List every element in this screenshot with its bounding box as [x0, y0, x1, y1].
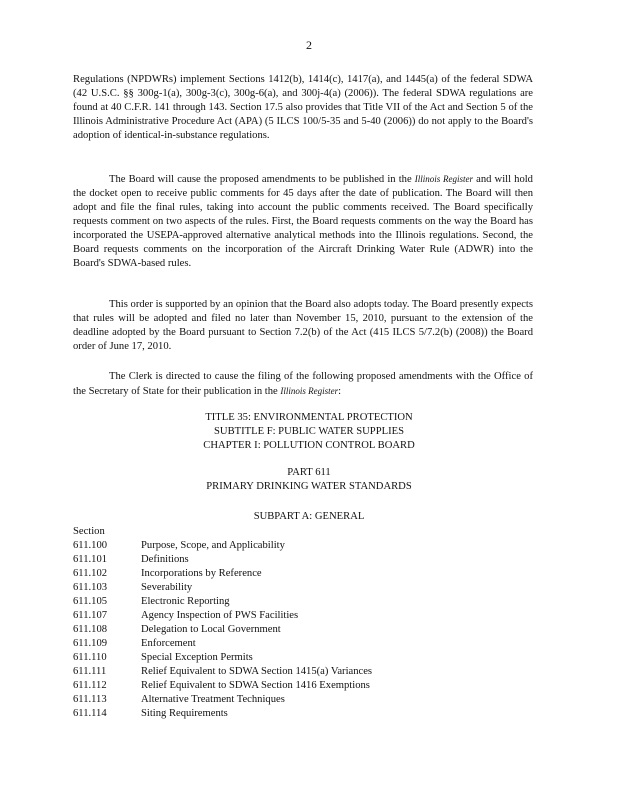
- section-number: 611.103: [73, 582, 108, 593]
- section-label: Section: [73, 526, 105, 537]
- section-title: Relief Equivalent to SDWA Section 1415(a) Variances: [141, 666, 373, 677]
- section-list-item: [73, 693, 533, 707]
- illinois-register-italic: Illinois Register: [414, 174, 473, 184]
- section-number: 611.111: [73, 666, 107, 677]
- section-number: 611.109: [73, 638, 108, 649]
- section-list-item: [73, 637, 533, 651]
- section-list-item: [73, 623, 533, 637]
- section-title: Incorporations by Reference: [141, 568, 262, 579]
- section-number: 611.101: [73, 554, 108, 565]
- section-number: 611.112: [73, 680, 107, 691]
- section-number: 611.100: [73, 540, 108, 551]
- section-title: Relief Equivalent to SDWA Section 1416 Exemptions: [141, 680, 370, 691]
- section-list-item: [73, 539, 533, 553]
- section-number: 611.102: [73, 568, 108, 579]
- section-number: 611.108: [73, 624, 108, 635]
- paragraph-clerk-text-2: :: [338, 386, 342, 397]
- section-number: 611.113: [73, 694, 107, 705]
- section-list-item: [73, 651, 533, 665]
- paragraph-publication: [73, 172, 533, 271]
- part-name-heading: PRIMARY DRINKING WATER STANDARDS: [206, 481, 412, 492]
- section-list-item: [73, 581, 533, 595]
- chapter-heading: CHAPTER I: POLLUTION CONTROL BOARD: [203, 440, 415, 451]
- section-list-item: [73, 567, 533, 581]
- part-heading: PART 611: [287, 467, 331, 478]
- paragraph-publication-text-1: The Board will cause the proposed amendments to be published in the: [109, 174, 415, 185]
- section-number: 611.105: [73, 596, 108, 607]
- paragraph-publication-text-2: and will hold the docket open to receive public comments for 45 days after the date of publication. The Board will then adopt and file the final rules, taking into account the public comments received. The Board specifically requests comment on two aspects of the rules. First, the Board requests comments on the way the Board has incorporated the USEPA-approved alternative analytical methods into the Illinois regulations. Second, the Board requests comments on the incorporation of the Aircraft Drinking Water Rule (ADWR) into the Board's SDWA-based rules.: [73, 174, 533, 269]
- section-title: Special Exception Permits: [141, 652, 253, 663]
- section-list-item: [73, 679, 533, 693]
- section-number: 611.107: [73, 610, 108, 621]
- title-heading-block: [0, 411, 618, 453]
- section-list-item: [73, 609, 533, 623]
- title-heading: TITLE 35: ENVIRONMENTAL PROTECTION: [205, 412, 413, 423]
- section-title: Definitions: [141, 554, 189, 565]
- subpart-heading: SUBPART A: GENERAL: [253, 511, 365, 522]
- subtitle-heading: SUBTITLE F: PUBLIC WATER SUPPLIES: [214, 426, 404, 437]
- section-title: Purpose, Scope, and Applicability: [141, 540, 285, 551]
- section-list-item: [73, 707, 533, 721]
- section-list-item: [73, 665, 533, 679]
- section-list-item: [73, 553, 533, 567]
- section-title: Siting Requirements: [141, 708, 228, 719]
- section-list-item: [73, 595, 533, 609]
- section-title: Agency Inspection of PWS Facilities: [141, 610, 299, 621]
- paragraph-regulations: Regulations (NPDWRs) implement Sections 1412(b), 1414(c), 1417(a), and 1445(a) of the federal SDWA (42 U.S.C. §§ 300g-1(a), 300g-3(c), 300g-6(a), and 300j-4(a) (2006)). The federal SDWA regulations are found at 40 C.F.R. 141 through 143. Section 17.5 also provides that Title VII of the Act and Section 5 of the Illinois Administrative Procedure Act (APA) (5 ILCS 100/5-35 and 5-40 (2006)) do not apply to the Board's adoption of identical-in-substance regulations.: [73, 74, 533, 141]
- section-title: Electronic Reporting: [141, 596, 230, 607]
- section-title: Alternative Treatment Techniques: [141, 694, 285, 705]
- illinois-register-italic: Illinois Register: [280, 386, 339, 396]
- section-number: 611.110: [73, 652, 107, 663]
- part-heading-block: [0, 466, 618, 494]
- paragraph-clerk: [73, 370, 533, 399]
- paragraph-opinion: This order is supported by an opinion that the Board also adopts today. The Board presently expects that rules will be adopted and filed no later than November 15, 2010, pursuant to the extension of the deadline adopted by the Board pursuant to Section 7.2(b) of the Act (415 ILCS 5/7.2(b) (2008)) the Board order of June 17, 2010.: [73, 299, 533, 352]
- paragraph-clerk-text-1: The Clerk is directed to cause the filing of the following proposed amendments with the Office of the Secretary of State for their publication in the: [73, 371, 533, 397]
- section-title: Enforcement: [141, 638, 196, 649]
- section-title: Severability: [141, 582, 193, 593]
- page-number: 2: [306, 38, 312, 52]
- section-number: 611.114: [73, 708, 107, 719]
- section-title: Delegation to Local Government: [141, 624, 281, 635]
- section-list: [73, 539, 533, 721]
